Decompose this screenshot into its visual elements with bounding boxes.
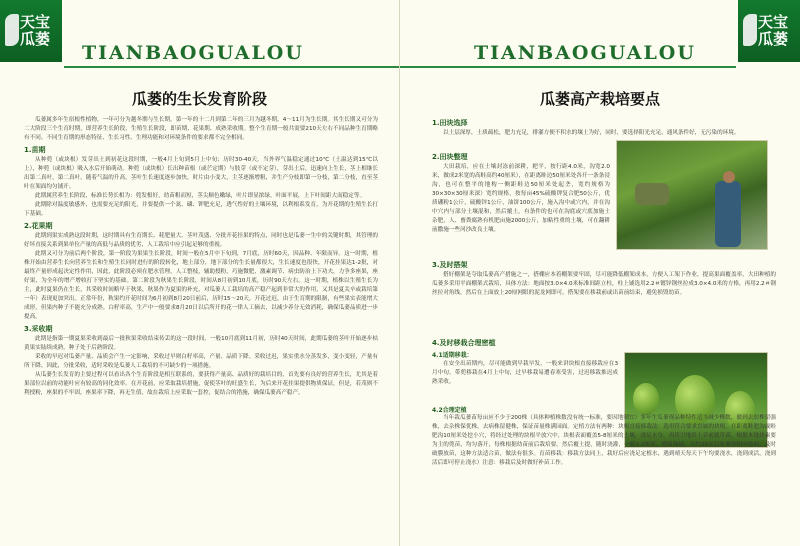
brand-wordmark: TIANBAOGUALOU [82, 42, 304, 64]
paragraph: 此期属营养生长阶段，标准长势长相为：蔸发根好，幼苗粗而短，茎尖顺色嫩绿，叶片即显浓绿，叶面平展，上下叶间距大而稳定等。 [35, 193, 366, 199]
paragraph: 此期又可分为前后两个阶段，第一阶段为果果生长阶段，时间一般在5月中下旬到，7月底，历时60天，因品种、年限而异。这一时期，植株开始由营养生长向营养生长和生殖生长同时进行的阶段转化，地上部分，地下部分的生长量都很大，生长速度也很快，开花挂果达1-2批，对最终产量形成起决定性作用，因此，此阶段必须在肥水管理，人工整枝，辅助授粉，巧施微肥、激素调节、病虫防治上下功夫，力争多座果，座好果，为全年的增产增收打下坚实的基础。第二阶段为秋果生长阶段，时间从8月初到10月底，历时90天左右。这一时期，植株以生殖生长为主，此时夏果仍在生长，其采收时间略早于秋果，秋果作为夏果的补充，对瓜蒌人工栽培的高产稳产起到非常大的作用，又其是夏关卒或栽培第一年）表现更加突出。正常年份，秋果约开花时间为6月初到8月20日前后，历时15～20天，开花过迟，由于生育期的限制，有些果实表能增大成形，但果内种子不能充分成熟。白籽率高，生产中一般要求8月20日以后所开的花一律人工摘去，以减少养分无效消耗，确保瓜蒌品质进一步提高。 [24, 251, 378, 320]
section-heading: 3.采收期 [24, 325, 53, 333]
section-heading: 2.花果期 [24, 222, 53, 230]
subsection-heading: 4.1适期移栽： [432, 352, 473, 359]
paragraph: 大田栽培，应在土壤封冻前深耕，耙平，按行距4.0米，沟宽2.0米，做成2米宽的高畦高约40厘米），在距离畦边50厘米处各开一条条浸沟，也可在整平的地构一侧距畦边50厘米处起垄，宽约规格为30×30×30厘米深）宽约规格，按每亩45%硫酸钾复合肥50公斤，优质硼粉1公斤，硫酸锌1公斤，油饼100公斤，施入沟中或穴内，并在沟中穴内与部分土壤混和，然后覆土。有条件的也可在沟底或穴底加施土杂肥，人、畜粪腐熟有机肥亩施2000公斤，加粘性重的土壤，可在翻耕前撒施一些河沙改良土壤。 [432, 164, 610, 233]
section-field-preparation [432, 150, 610, 235]
logo-line2: 瓜蒌 [20, 30, 51, 48]
paragraph: 从种蔸（或块根）发芽出土到初花这段时期，一般4月上旬到5月上中旬；历时30-40天。当外界气温稳定通过10℃（土温达到15℃以上），种蔸（或块根）吸入水后开始萌动。种蔸（或块根）长出种苗根（或芒定期）与肢芽（或不定芽），芽出土后，迅速向上生长，茎上相继长出第二真叶，第二真叶，随着气温的升高，茎叶生长速度逐步加快，时片由小变大，主茎逐渐增粗，并生产分枝即第一分枝，第二分枝，直至茎叶在架面均匀铺开。 [24, 157, 378, 190]
paragraph: 从瓜蒌生长发育的主要过程可以看出各个生育阶段是相互联系的，要获得产量高、品质好的栽培目的，首先要有良好的营养生长，尤其是着果部位以前的功能叶应有较高的同化效率。在开花前，应采取栽培措施，促使茎叶的旺盛生长，为后来开花挂果提供物质保证，但是，若茂则不利授粉，座果的不牢固，座果率下降，再无生值，故在栽培上应采取一套控，促结合的措施，确保瓜蒌高产稳产。 [24, 372, 378, 396]
section-heading: 1.苗期 [24, 146, 46, 154]
paragraph: 此期是指第一期夏果采收到最后一批秋果采收结束传丢的这一段时间，一般10月底到11月初，历时40天时间，此期瓜蒌的茎叶开始逐步枯黄果实陆续成熟，种子处于后熟阶段。 [24, 336, 378, 351]
paragraph: 采收的早迟对瓜蒌产量、品质会产生一定影响，采收过早则白籽率高，产量、品质下降。采收过迟，果实重水分蒸发多，变小变轻，产量有所下降。因此，分批采收，适时采收是瓜蒌人工栽培的不可缺少的一项措施。 [24, 354, 378, 369]
leaf-mark-icon [743, 14, 757, 46]
paragraph: 以土层深厚，土质疏松，肥力充足，排灌方便不积水的壤土为好，同时，要选择阳光充足，通风条件好，无污染的环境。 [443, 130, 740, 136]
trellis-workers-photo [616, 140, 768, 250]
page-title: 瓜蒌高产栽培要点 [539, 90, 660, 108]
section-planting-body [432, 414, 776, 468]
section-field-selection [432, 116, 776, 138]
section-heading: 1.田块选择 [432, 119, 468, 127]
header-divider [400, 66, 736, 68]
logo-line1: 天宝 [20, 13, 51, 31]
brand-wordmark: TIANBAOGUALOU [474, 42, 696, 64]
right-page [400, 0, 800, 546]
section-transplant [432, 336, 618, 387]
logo-line1: 天宝 [758, 13, 789, 31]
paragraph: 在安全出苗期内，尽可能做到早栽早发，一般来讲块根直接移栽应在3月中旬，带蔸移栽在4月上中旬，过早移栽易遭春寒受害，过迟移栽推迟成熟采收。 [432, 361, 618, 385]
intro-paragraph: 瓜蒌属多年生宿根性植物，一年可分为越冬期与生长期。第一年的十二月到第二年的三月为越冬期，4～11月为生长期。其生长期又可分为二大阶段三个生育时期，即营养生长阶段，生殖生长阶段，即苗期、花果期、成熟采收期。整个生育期一般共需要210天左右不同品种生育期略有不同。不同生育期的形态特征、生长习性、生理功能和对环境条件的要求都不完全相同。 [24, 117, 378, 141]
left-header [0, 0, 400, 70]
paragraph: 此期除对温度敏感外，也需要充足的阳光，并要提供一个氮、磷、钾肥充足，透气性好的土壤环境，以利根系发育，为开花期的生殖生长打下基础。 [24, 202, 378, 217]
paragraph: 此期到果实成熟这段时期，这时期具有生育期长、耗肥量大、茎叶茂盛、分批开花挂果的特点，同时也是瓜蒌一生中的关键时期，其管理的好坏直接关系到果单位产量的高低与品质的优劣，人工栽培中应引起足够的重视。 [24, 233, 378, 248]
article-body [24, 116, 378, 398]
header-divider [64, 66, 400, 68]
subsection-heading: 4.2合理定植 [432, 407, 467, 414]
logo-line2: 瓜蒌 [758, 30, 789, 48]
right-header [400, 0, 800, 70]
leaf-mark-icon [5, 14, 19, 46]
section-heading: 4.及时移栽合理密植 [432, 339, 496, 347]
paragraph: 当年栽瓜蒌苗每亩应不少于200株（具体种植株数没有统一标准，要因地制宜）多年生瓜蒌视品种特性适当减少株数，做到去弱株留强株，去杂株保优株，去病株留健株，保证苗量株满园面。定植方法有两种：块根直接移栽法：选用符合要求直属的块根，在距离畦肥沟或畦肥沟10厘米处挖小穴，将经过处理的块根平放穴中，块根表面覆盖5-8厘米的土壤，浇足水分，再将空地培上旁前就草苗，根据本地块素要为主的蔸苗，均匀落开，每株根据幼苗前后栽培要。然后覆土提，随时浇灌，一般1-2厘米，增温保墒，大约20天后有观察粗向地面，及时破膜放苗，这种方法适合苗，做法有很多。育苗移栽：移栽方法同上，栽好后应浇足定植水，遇到晴天每天下午均要浇水，浇到成活，浇到活后即可停止浇水）注意：移栽后及时做好补苗工作。 [432, 415, 776, 466]
brand-logo [0, 0, 62, 62]
section-heading: 3.及时搭架 [432, 261, 468, 269]
paragraph: 搭好棚架是夺取瓜蒌高产措施之一，搭棚应本着棚架要牢固，尽可能降低棚架成本，方便人工架下作业，提高果面覆盖率，大田种植的瓜蒌多采用平面棚架式栽培，具体方法：地面按3.0×4.0米标准间距立柱，柱上铺选用2.2＃镀锌钢丝拉成3.0×4.0米的方格，再用2.2＃钢丝拉对角线，然后在上面放上20厘网眼的泥龙网即可，搭架要在移栽前或出苗前结束，避免损毁幼苗。 [432, 272, 776, 296]
section-heading: 2.田块整理 [432, 153, 468, 161]
section-trellis [432, 258, 776, 298]
brand-logo [738, 0, 800, 62]
page-title: 瓜蒌的生长发育阶段 [131, 90, 267, 108]
